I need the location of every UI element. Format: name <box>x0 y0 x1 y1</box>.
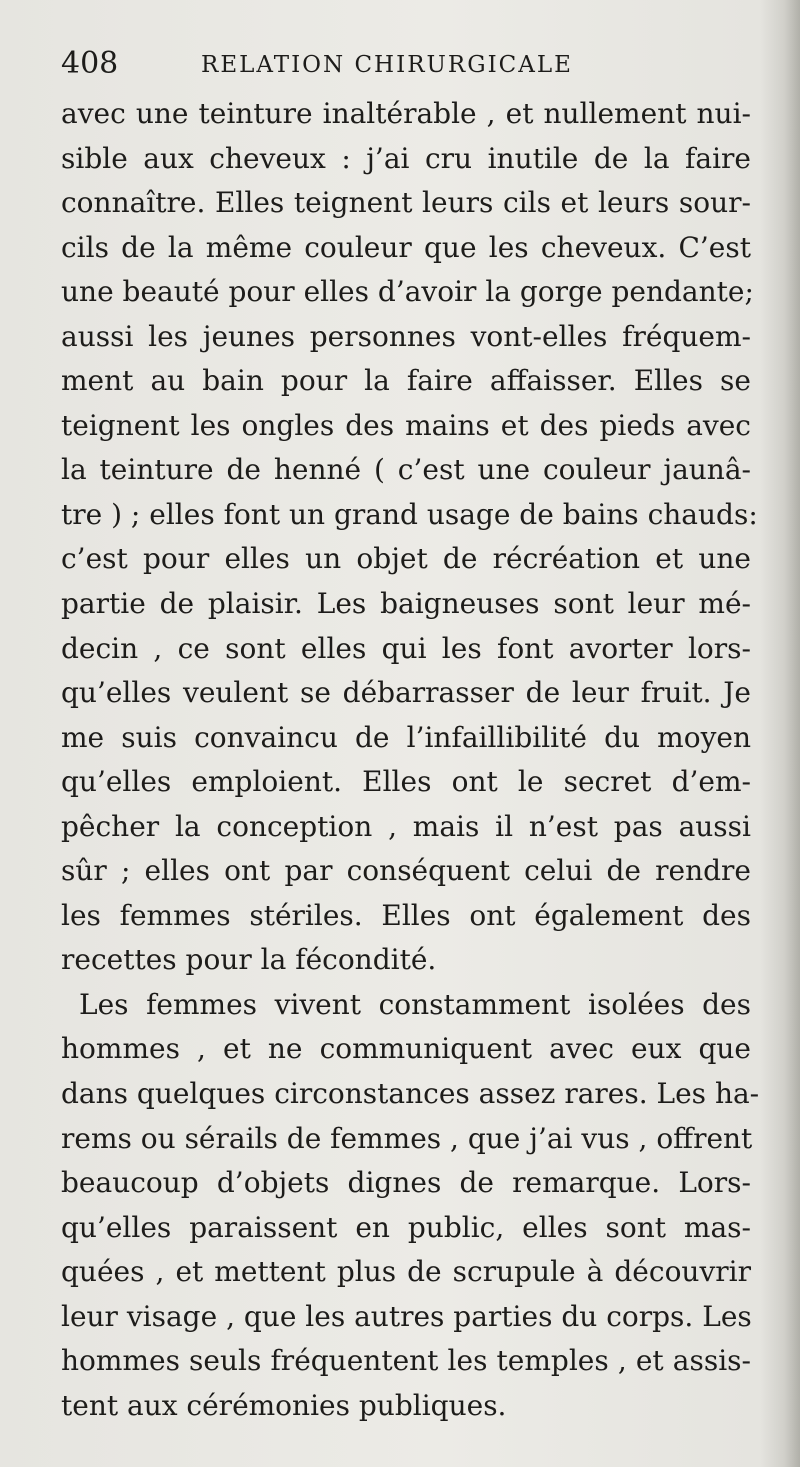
text-line: pêcher la conception , mais il n’est pas aussi <box>61 809 751 843</box>
text-line: aussi les jeunes personnes vont-elles fréquem- <box>61 319 751 353</box>
text-line: hommes seuls fréquentent les temples , et assis- <box>61 1344 751 1378</box>
text-line: c’est pour elles un objet de récréation et une <box>61 542 751 576</box>
text-line: teignent les ongles des mains et des pieds avec <box>61 408 751 442</box>
text-line: sible aux cheveux : j’ai cru inutile de la faire <box>61 141 751 175</box>
page-header <box>61 44 701 84</box>
text-line: partie de plaisir. Les baigneuses sont leur mé- <box>61 587 751 621</box>
text-line: decin , ce sont elles qui les font avorter lors- <box>61 631 751 665</box>
text-line: une beauté pour elles d’avoir la gorge pendante; <box>61 275 754 309</box>
text-line: quées , et mettent plus de scrupule à découvrir <box>61 1255 751 1289</box>
running-head: RELATION CHIRURGICALE <box>201 52 573 78</box>
text-line: qu’elles veulent se débarrasser de leur fruit. Je <box>61 676 751 710</box>
text-line: connaître. Elles teignent leurs cils et leurs sour- <box>61 186 751 220</box>
text-line: les femmes stériles. Elles ont également des <box>61 898 751 932</box>
text-line: qu’elles paraissent en public, elles sont mas- <box>61 1210 751 1244</box>
text-line: la teinture de henné ( c’est une couleur jaunâ- <box>61 453 751 487</box>
page-number: 408 <box>61 46 119 81</box>
text-line-paragraph-end: recettes pour la fécondité. <box>61 943 437 977</box>
text-line-paragraph-start: Les femmes vivent constamment isolées des <box>79 987 751 1021</box>
text-line: me suis convaincu de l’infaillibilité du moyen <box>61 720 751 754</box>
body-text <box>61 92 760 1428</box>
text-line: dans quelques circonstances assez rares. Les ha- <box>61 1077 760 1111</box>
text-line: rems ou sérails de femmes , que j’ai vus , offrent <box>61 1121 753 1155</box>
text-line: avec une teinture inaltérable , et nullement nui- <box>61 97 751 130</box>
text-line: hommes , et ne communiquent avec eux que <box>61 1032 751 1066</box>
text-line: sûr ; elles ont par conséquent celui de rendre <box>61 854 751 888</box>
text-line: leur visage , que les autres parties du corps. Les <box>61 1299 752 1333</box>
text-line: tre ) ; elles font un grand usage de bains chauds: <box>61 497 758 531</box>
text-line: ment au bain pour la faire affaisser. Elles se <box>61 364 751 398</box>
text-line-paragraph-end: tent aux cérémonies publiques. <box>61 1388 507 1422</box>
text-line: qu’elles emploient. Elles ont le secret d’em- <box>61 765 751 799</box>
text-line: beaucoup d’objets dignes de remarque. Lors- <box>61 1166 751 1200</box>
page-edge-shadow <box>760 0 800 1467</box>
text-line: cils de la même couleur que les cheveux. C’est <box>61 230 751 264</box>
